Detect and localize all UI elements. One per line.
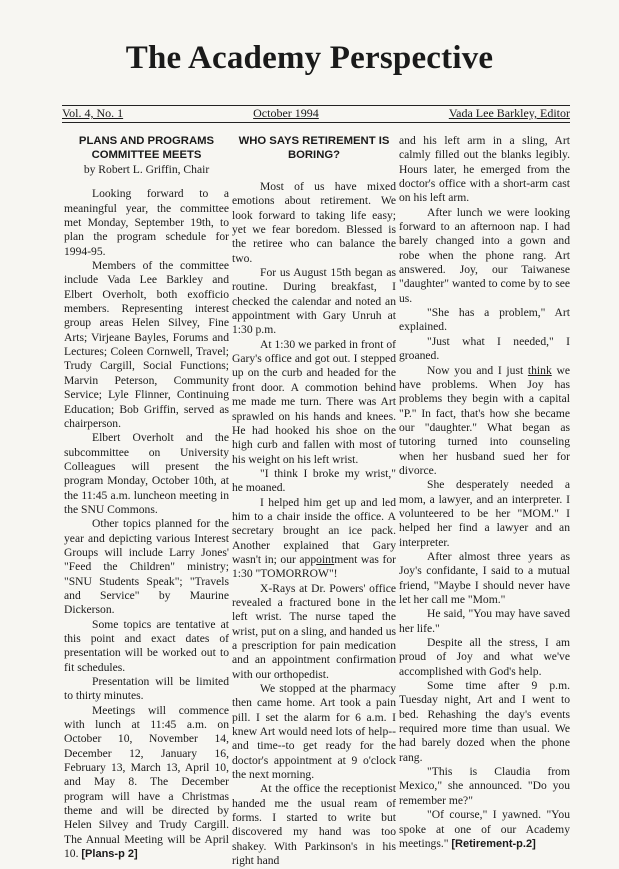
paragraph: At 1:30 we parked in front of Gary's office and got out. I stepped up on the curb and headed for the front door. A commotion behind me made me turn. There was Art sprawled on his hands and knees. He had hooked his shoe on the high curb and fallen with most of his weight on his left wrist. (232, 337, 396, 466)
paragraph: Looking forward to a meaningful year, the committee met Monday, September 19th, to plan the program schedule for 1994-95. (64, 187, 229, 258)
article-plans-and-programs (64, 134, 229, 862)
paragraph: After lunch we were looking forward to an afternoon nap. I had barely changed into a gown and robe when the phone rang. Art answered. Joy, our Taiwanese "daughter" wanted to come by to see us. (399, 205, 570, 305)
paragraph: Elbert Overholt and the subcommittee on University Colleagues will present the program Monday, October 10th, at the 11:45 a.m. luncheon meeting in the SNU Commons. (64, 431, 229, 516)
paragraph: "This is Claudia from Mexico," she announced. "Do you remember me?" (399, 765, 570, 807)
underlined-text: oint (316, 552, 335, 566)
paragraph: Despite all the stress, I am proud of Joy and what we've accomplished with God's help. (399, 636, 570, 678)
article-retirement (232, 134, 396, 869)
article-retirement-continued (399, 134, 570, 851)
volume-number: Vol. 4, No. 1 (62, 106, 124, 120)
editor-credit: Vada Lee Barkley, Editor (448, 106, 570, 120)
paragraph: "Of course," I yawned. "You spoke at one of our Academy meetings." [Retirement-p.2] (399, 808, 570, 850)
paragraph: X-Rays at Dr. Powers' office revealed a fractured bone in the left wrist. The nurse taped the wrist, put on a sling, and handed us a prescription for pain medication and an appointment confirmation with our orthopedist. (232, 581, 396, 681)
paragraph: She desperately needed a mom, a lawyer, and an interpreter. I volunteered to be her "MOM." I helped her find a lawyer and an interpreter. (399, 478, 570, 549)
paragraph: For us August 15th began as routine. During breakfast, I checked the calendar and noted an appointment with Gary Unruh at 1:30 p.m. (232, 266, 396, 337)
masthead-rule-bottom (62, 122, 570, 123)
paragraph: At the office the receptionist handed me the usual ream of forms. I started to write but discovered my hand was too shakey. With Parkinson's in his right hand (232, 782, 396, 868)
paragraph: I helped him get up and led him to a chair inside the office. A secretary brought an ice pack. Another explained that Gary wasn't in; our appointment was for 1:30 "TOMORROW"! (232, 495, 396, 581)
paragraph: We stopped at the pharmacy then came home. Art took a pain pill. I set the alarm for 6 a.m. I knew Art would need lots of help--and time--to get ready for the doctor's appointment at 9 o'clock the next morning. (232, 682, 396, 782)
paragraph: Members of the committee include Vada Lee Barkley and Elbert Overholt, both exofficio members. Representing interest group areas Helen Silvey, Fine Arts; Virjeane Bayles, Forums and Lectures; Coleen Cornwell, Travel; Trudy Cargill, Social Functions; Marvin Peterson, Community Service; Lyle Flinner, Continuing Education; Bob Griffin, served as chairperson. (64, 259, 229, 430)
paragraph: Meetings will commence with lunch at 11:45 a.m. on October 10, November 14, December 12, January 16, February 13, March 13, April 10, and May 8. The December program will have a Christmas theme and will be directed by Helen Silvey and Trudy Cargill. The Annual Meeting will be April 10. [Plans-p 2] (64, 703, 229, 861)
paragraph: "She has a problem," Art explained. (399, 306, 570, 334)
paragraph: "Just what I needed," I groaned. (399, 334, 570, 363)
paragraph: After almost three years as Joy's confidante, I said to a mutual friend, "Maybe I should never have let her call me "Mom." (399, 549, 570, 606)
article-headline: PLANS AND PROGRAMS COMMITTEE MEETS (78, 135, 215, 161)
paragraph: Now you and I just think we have problems. When Joy has problems they begin with a capital "P." In fact, that's how she became our "daughter." What began as tutoring turned into counseling when her husband sued her for divorce. (399, 363, 570, 477)
underlined-text: think (527, 363, 552, 377)
paragraph: Presentation will be limited to thirty minutes. (64, 675, 229, 703)
newsletter-title: The Academy Perspective (125, 40, 494, 76)
paragraph: Most of us have mixed emotions about retirement. We look forward to taking life easy; yet we fear boredom. Blessed is the retiree who can balance the two. (232, 180, 396, 265)
article-body (232, 180, 396, 869)
continued-on-link: [Retirement-p.2] (451, 837, 536, 850)
article-headline: WHO SAYS RETIREMENT IS BORING? (238, 135, 390, 161)
article-byline: by Robert L. Griffin, Chair (83, 163, 210, 176)
paragraph: "I think I broke my wrist," he moaned. (232, 466, 396, 495)
masthead-bar (62, 106, 570, 121)
paragraph: He said, "You may have saved her life." (399, 607, 570, 635)
article-body (399, 134, 570, 851)
continued-on-link: [Plans-p 2] (81, 848, 138, 861)
article-body (64, 187, 229, 861)
issue-date: October 1994 (253, 106, 319, 120)
paragraph: and his left arm in a sling, Art calmly filled out the blanks legibly. Hours later, he emerged from the doctor's office with a short-arm cast on his left arm. (399, 134, 570, 205)
paragraph: Other topics planned for the year and depicting various Interest Groups will include Larry Jones' "Feed the Children" ministry; "SNU Students Speak"; "Travels and Service" by Maurine Dickerson. (64, 517, 229, 617)
paragraph: Some topics are tentative at this point and exact dates of presentation will be worked out to fit schedules. (64, 617, 229, 674)
paragraph: Some time after 9 p.m. Tuesday night, Art and I went to bed. Rehashing the day's events required more time than usual. We had barely dozed when the phone rang. (399, 679, 570, 764)
